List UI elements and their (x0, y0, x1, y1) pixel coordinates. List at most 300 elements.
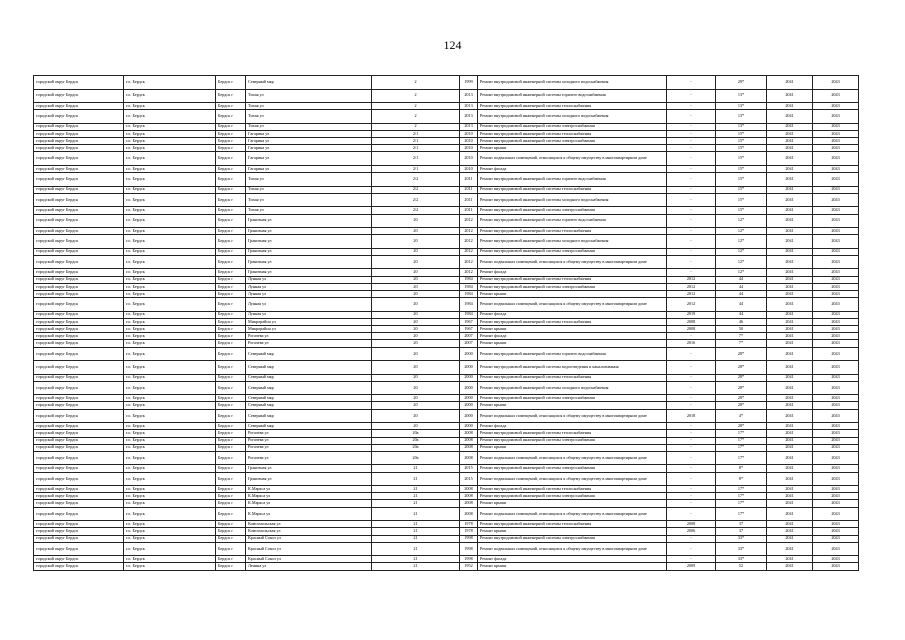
last-repair-year-cell: - (667, 110, 716, 124)
house-number-cell: 20 (372, 248, 460, 255)
municipality-cell: городской округ Бердск (34, 193, 124, 207)
settlement-cell: г.о. Бердск (124, 347, 216, 361)
locality-cell: Бердск г (216, 528, 246, 535)
street-cell: К.Маркса ул (246, 493, 372, 500)
period-start-cell: 2041 (767, 186, 813, 193)
period-end-cell: 2043 (813, 326, 859, 333)
municipality-cell: городской округ Бердск (34, 542, 124, 556)
house-number-cell: 21 (372, 486, 460, 493)
locality-cell: Бердск г (216, 145, 246, 152)
period-start-cell: 2041 (767, 228, 813, 235)
period-end-cell: 2043 (813, 283, 859, 290)
locality-cell: Бердск г (216, 152, 246, 166)
table-row (34, 276, 859, 283)
settlement-cell: г.о. Бердск (124, 235, 216, 249)
house-number-cell: 20 (372, 340, 460, 347)
period-end-cell: 2043 (813, 437, 859, 444)
wear-cell: 44 (716, 276, 767, 283)
locality-cell: Бердск г (216, 437, 246, 444)
table-row (34, 409, 859, 423)
period-end-cell: 2043 (813, 486, 859, 493)
work-type-cell: Ремонт крыши (478, 528, 667, 535)
build-year-cell: 2012 (460, 228, 478, 235)
street-cell: Тихая ул (246, 207, 372, 214)
locality-cell: Бердск г (216, 542, 246, 556)
municipality-cell: городской округ Бердск (34, 186, 124, 193)
wear-cell: 13* (716, 110, 767, 124)
municipality-cell: городской округ Бердск (34, 89, 124, 103)
municipality-cell: городской округ Бердск (34, 290, 124, 297)
work-type-cell: Ремонт внутридомовой инженерной системы горячего водоснабжения (478, 173, 667, 187)
street-cell: Гагарина ул (246, 138, 372, 145)
period-end-cell: 2043 (813, 472, 859, 486)
street-cell: Тихая ул (246, 173, 372, 187)
settlement-cell: г.о. Бердск (124, 145, 216, 152)
settlement-cell: г.о. Бердск (124, 228, 216, 235)
street-cell: К.Маркса ул (246, 486, 372, 493)
last-repair-year-cell: - (667, 395, 716, 402)
last-repair-year-cell: 2008 (667, 326, 716, 333)
locality-cell: Бердск г (216, 298, 246, 312)
locality-cell: Бердск г (216, 409, 246, 423)
house-number-cell: 2/1 (372, 165, 460, 172)
period-start-cell: 2041 (767, 340, 813, 347)
municipality-cell: городской округ Бердск (34, 123, 124, 130)
last-repair-year-cell: - (667, 186, 716, 193)
work-type-cell: Ремонт подвальных помещений, относящихся к общему имуществу в многоквартирном доме (478, 409, 667, 423)
period-end-cell: 2043 (813, 89, 859, 103)
period-start-cell: 2041 (767, 347, 813, 361)
municipality-cell: городской округ Бердск (34, 486, 124, 493)
period-start-cell: 2041 (767, 138, 813, 145)
municipality-cell: городской округ Бердск (34, 214, 124, 228)
municipality-cell: городской округ Бердск (34, 528, 124, 535)
build-year-cell: 2010 (460, 165, 478, 172)
period-end-cell: 2043 (813, 563, 859, 570)
period-end-cell: 2043 (813, 430, 859, 437)
table-row (34, 76, 859, 90)
build-year-cell: 2000 (460, 361, 478, 375)
work-type-cell: Ремонт фасада (478, 311, 667, 318)
work-type-cell: Ремонт внутридомовой инженерной системы теплоснабжения (478, 374, 667, 381)
settlement-cell: г.о. Бердск (124, 451, 216, 465)
last-repair-year-cell: - (667, 444, 716, 451)
work-type-cell: Ремонт внутридомовой инженерной системы теплоснабжения (478, 318, 667, 325)
period-end-cell: 2043 (813, 110, 859, 124)
house-number-cell: 21 (372, 472, 460, 486)
period-end-cell: 2043 (813, 145, 859, 152)
street-cell: К.Маркса ул (246, 507, 372, 521)
build-year-cell: 1984 (460, 298, 478, 312)
municipality-cell: городской округ Бердск (34, 430, 124, 437)
work-type-cell: Ремонт крыши (478, 340, 667, 347)
wear-cell: 28* (716, 395, 767, 402)
period-end-cell: 2043 (813, 535, 859, 542)
house-number-cell: 2 (372, 89, 460, 103)
house-number-cell: 21 (372, 507, 460, 521)
wear-cell: 15* (716, 193, 767, 207)
street-cell: Гранитная ул (246, 214, 372, 228)
wear-cell: 15* (716, 130, 767, 137)
street-cell: Рогачева ул (246, 437, 372, 444)
wear-cell: 8* (716, 465, 767, 472)
street-cell: Тихая ул (246, 123, 372, 130)
last-repair-year-cell: - (667, 542, 716, 556)
settlement-cell: г.о. Бердск (124, 89, 216, 103)
period-end-cell: 2043 (813, 311, 859, 318)
work-type-cell: Ремонт внутридомовой инженерной системы холодного водоснабжения (478, 193, 667, 207)
locality-cell: Бердск г (216, 381, 246, 395)
street-cell: Лунная ул (246, 311, 372, 318)
municipality-cell: городской округ Бердск (34, 444, 124, 451)
period-end-cell: 2043 (813, 395, 859, 402)
table-row (34, 110, 859, 124)
settlement-cell: г.о. Бердск (124, 402, 216, 409)
house-number-cell: 2 (372, 76, 460, 90)
work-type-cell: Ремонт внутридомовой инженерной системы водоотведения и канализования (478, 361, 667, 375)
settlement-cell: г.о. Бердск (124, 193, 216, 207)
work-type-cell: Ремонт крыши (478, 402, 667, 409)
build-year-cell: 1967 (460, 318, 478, 325)
wear-cell: 12* (716, 214, 767, 228)
build-year-cell: 2000 (460, 395, 478, 402)
work-type-cell: Ремонт внутридомовой инженерной системы холодного водоснабжения (478, 76, 667, 90)
locality-cell: Бердск г (216, 402, 246, 409)
build-year-cell: 1952 (460, 563, 478, 570)
municipality-cell: городской округ Бердск (34, 535, 124, 542)
settlement-cell: г.о. Бердск (124, 173, 216, 187)
build-year-cell: 2015 (460, 472, 478, 486)
build-year-cell: 2013 (460, 110, 478, 124)
settlement-cell: г.о. Бердск (124, 444, 216, 451)
last-repair-year-cell: - (667, 402, 716, 409)
work-type-cell: Ремонт внутридомовой инженерной системы электроснабжения (478, 437, 667, 444)
period-end-cell: 2043 (813, 556, 859, 563)
wear-cell: 17* (716, 500, 767, 507)
wear-cell: 17* (716, 486, 767, 493)
table-row (34, 542, 859, 556)
locality-cell: Бердск г (216, 290, 246, 297)
street-cell: Северный мкр (246, 76, 372, 90)
last-repair-year-cell: - (667, 255, 716, 269)
locality-cell: Бердск г (216, 333, 246, 340)
work-type-cell: Ремонт подвальных помещений, относящихся к общему имуществу в многоквартирном доме (478, 451, 667, 465)
period-start-cell: 2041 (767, 311, 813, 318)
wear-cell: 17* (716, 437, 767, 444)
table-row (34, 207, 859, 214)
last-repair-year-cell: 2018 (667, 409, 716, 423)
period-end-cell: 2043 (813, 423, 859, 430)
settlement-cell: г.о. Бердск (124, 340, 216, 347)
period-start-cell: 2041 (767, 76, 813, 90)
table-row (34, 283, 859, 290)
house-number-cell: 20 (372, 333, 460, 340)
table-row (34, 152, 859, 166)
table-row (34, 214, 859, 228)
house-number-cell: 21 (372, 500, 460, 507)
locality-cell: Бердск г (216, 318, 246, 325)
wear-cell: 50 (716, 326, 767, 333)
build-year-cell: 2010 (460, 152, 478, 166)
work-type-cell: Ремонт крыши (478, 444, 667, 451)
wear-cell: 28* (716, 381, 767, 395)
locality-cell: Бердск г (216, 235, 246, 249)
period-start-cell: 2041 (767, 521, 813, 528)
street-cell: Гранитная ул (246, 248, 372, 255)
period-start-cell: 2041 (767, 326, 813, 333)
build-year-cell: 2010 (460, 138, 478, 145)
locality-cell: Бердск г (216, 123, 246, 130)
build-year-cell: 1984 (460, 311, 478, 318)
build-year-cell: 2012 (460, 255, 478, 269)
settlement-cell: г.о. Бердск (124, 333, 216, 340)
table-row (34, 89, 859, 103)
table-row (34, 340, 859, 347)
street-cell: Гранитная ул (246, 269, 372, 276)
period-start-cell: 2041 (767, 318, 813, 325)
work-type-cell: Ремонт крыши (478, 290, 667, 297)
locality-cell: Бердск г (216, 465, 246, 472)
build-year-cell: 1978 (460, 521, 478, 528)
build-year-cell: 2000 (460, 381, 478, 395)
table-row (34, 563, 859, 570)
house-number-cell: 21 (372, 556, 460, 563)
period-end-cell: 2043 (813, 465, 859, 472)
wear-cell: 15* (716, 186, 767, 193)
build-year-cell: 2007 (460, 333, 478, 340)
locality-cell: Бердск г (216, 89, 246, 103)
settlement-cell: г.о. Бердск (124, 76, 216, 90)
period-start-cell: 2041 (767, 235, 813, 249)
wear-cell: 28* (716, 347, 767, 361)
street-cell: Микрорайон ул (246, 326, 372, 333)
locality-cell: Бердск г (216, 500, 246, 507)
table-row (34, 130, 859, 137)
last-repair-year-cell: - (667, 451, 716, 465)
house-number-cell: 20 (372, 347, 460, 361)
last-repair-year-cell: - (667, 138, 716, 145)
house-number-cell: 2/1 (372, 152, 460, 166)
last-repair-year-cell: - (667, 347, 716, 361)
street-cell: Красный Сокол ул (246, 542, 372, 556)
municipality-cell: городской округ Бердск (34, 152, 124, 166)
table-row (34, 123, 859, 130)
settlement-cell: г.о. Бердск (124, 374, 216, 381)
build-year-cell: 2000 (460, 374, 478, 381)
page-number: 124 (443, 38, 462, 52)
table-row (34, 374, 859, 381)
municipality-cell: городской округ Бердск (34, 507, 124, 521)
last-repair-year-cell: 2012 (667, 283, 716, 290)
street-cell: Гранитная ул (246, 472, 372, 486)
period-start-cell: 2041 (767, 472, 813, 486)
build-year-cell: 2011 (460, 186, 478, 193)
period-start-cell: 2041 (767, 507, 813, 521)
street-cell: Тихая ул (246, 103, 372, 110)
work-type-cell: Ремонт подвальных помещений, относящихся к общему имуществу в многоквартирном доме (478, 152, 667, 166)
locality-cell: Бердск г (216, 248, 246, 255)
period-end-cell: 2043 (813, 76, 859, 90)
table-row (34, 430, 859, 437)
table-row (34, 381, 859, 395)
last-repair-year-cell: - (667, 556, 716, 563)
house-number-cell: 21 (372, 521, 460, 528)
period-start-cell: 2041 (767, 374, 813, 381)
work-type-cell: Ремонт крыши (478, 500, 667, 507)
work-type-cell: Ремонт подвальных помещений, относящихся к общему имуществу в многоквартирном доме (478, 255, 667, 269)
period-end-cell: 2043 (813, 130, 859, 137)
period-end-cell: 2043 (813, 103, 859, 110)
settlement-cell: г.о. Бердск (124, 326, 216, 333)
street-cell: Лунная ул (246, 298, 372, 312)
period-start-cell: 2041 (767, 333, 813, 340)
period-start-cell: 2041 (767, 563, 813, 570)
settlement-cell: г.о. Бердск (124, 138, 216, 145)
house-number-cell: 21 (372, 563, 460, 570)
street-cell: Микрорайон ул (246, 318, 372, 325)
table-row (34, 333, 859, 340)
build-year-cell: 1998 (460, 542, 478, 556)
period-end-cell: 2043 (813, 228, 859, 235)
wear-cell: 12* (716, 235, 767, 249)
house-number-cell: 20 (372, 361, 460, 375)
house-number-cell: 20 (372, 290, 460, 297)
wear-cell: 44 (716, 298, 767, 312)
house-number-cell: 20 (372, 235, 460, 249)
wear-cell: 44 (716, 311, 767, 318)
period-end-cell: 2043 (813, 269, 859, 276)
period-start-cell: 2041 (767, 123, 813, 130)
street-cell: Северный мкр (246, 361, 372, 375)
street-cell: Северный мкр (246, 423, 372, 430)
locality-cell: Бердск г (216, 430, 246, 437)
wear-cell: 15* (716, 145, 767, 152)
table-row (34, 423, 859, 430)
house-number-cell: 21 (372, 465, 460, 472)
house-number-cell: 20 (372, 318, 460, 325)
last-repair-year-cell: - (667, 123, 716, 130)
work-type-cell: Ремонт фасада (478, 333, 667, 340)
wear-cell: 15* (716, 165, 767, 172)
work-type-cell: Ремонт внутридомовой инженерной системы электроснабжения (478, 248, 667, 255)
table-row (34, 444, 859, 451)
build-year-cell: 1984 (460, 290, 478, 297)
build-year-cell: 2011 (460, 193, 478, 207)
locality-cell: Бердск г (216, 326, 246, 333)
last-repair-year-cell: - (667, 145, 716, 152)
period-start-cell: 2041 (767, 145, 813, 152)
house-number-cell: 2/2 (372, 193, 460, 207)
build-year-cell: 2012 (460, 248, 478, 255)
settlement-cell: г.о. Бердск (124, 290, 216, 297)
municipality-cell: городской округ Бердск (34, 311, 124, 318)
period-start-cell: 2041 (767, 248, 813, 255)
work-type-cell: Ремонт фасада (478, 165, 667, 172)
street-cell: Красный Сокол ул (246, 535, 372, 542)
last-repair-year-cell: - (667, 423, 716, 430)
street-cell: Тихая ул (246, 193, 372, 207)
work-type-cell: Ремонт внутридомовой инженерной системы холодного водоснабжения (478, 381, 667, 395)
period-start-cell: 2041 (767, 89, 813, 103)
locality-cell: Бердск г (216, 563, 246, 570)
municipality-cell: городской округ Бердск (34, 138, 124, 145)
table-row (34, 395, 859, 402)
work-type-cell: Ремонт внутридомовой инженерной системы электроснабжения (478, 535, 667, 542)
table-row (34, 255, 859, 269)
work-type-cell: Ремонт внутридомовой инженерной системы теплоснабжения (478, 276, 667, 283)
capital-repair-table (33, 75, 858, 571)
work-type-cell: Ремонт внутридомовой инженерной системы электроснабжения (478, 123, 667, 130)
house-number-cell: 20а (372, 430, 460, 437)
period-end-cell: 2043 (813, 186, 859, 193)
period-end-cell: 2043 (813, 290, 859, 297)
locality-cell: Бердск г (216, 110, 246, 124)
table-row (34, 318, 859, 325)
municipality-cell: городской округ Бердск (34, 255, 124, 269)
work-type-cell: Ремонт крыши (478, 145, 667, 152)
period-start-cell: 2041 (767, 269, 813, 276)
last-repair-year-cell: - (667, 152, 716, 166)
last-repair-year-cell: - (667, 103, 716, 110)
wear-cell: 28* (716, 423, 767, 430)
locality-cell: Бердск г (216, 165, 246, 172)
house-number-cell: 20 (372, 255, 460, 269)
street-cell: Гагарина ул (246, 165, 372, 172)
settlement-cell: г.о. Бердск (124, 381, 216, 395)
work-type-cell: Ремонт подвальных помещений, относящихся к общему имуществу в многоквартирном доме (478, 472, 667, 486)
municipality-cell: городской округ Бердск (34, 269, 124, 276)
last-repair-year-cell: - (667, 89, 716, 103)
period-start-cell: 2041 (767, 173, 813, 187)
period-end-cell: 2043 (813, 451, 859, 465)
locality-cell: Бердск г (216, 535, 246, 542)
period-end-cell: 2043 (813, 248, 859, 255)
municipality-cell: городской округ Бердск (34, 465, 124, 472)
table-row (34, 437, 859, 444)
house-number-cell: 20а (372, 437, 460, 444)
period-end-cell: 2043 (813, 255, 859, 269)
locality-cell: Бердск г (216, 130, 246, 137)
street-cell: Рогачева ул (246, 444, 372, 451)
last-repair-year-cell: - (667, 193, 716, 207)
build-year-cell: 2008 (460, 437, 478, 444)
municipality-cell: городской округ Бердск (34, 103, 124, 110)
locality-cell: Бердск г (216, 193, 246, 207)
wear-cell: 12* (716, 228, 767, 235)
street-cell: Красный Сокол ул (246, 556, 372, 563)
street-cell: Северный мкр (246, 409, 372, 423)
table-row (34, 326, 859, 333)
period-end-cell: 2043 (813, 347, 859, 361)
settlement-cell: г.о. Бердск (124, 318, 216, 325)
wear-cell: 28* (716, 402, 767, 409)
table-body (34, 76, 859, 571)
last-repair-year-cell: - (667, 472, 716, 486)
work-type-cell: Ремонт фасада (478, 556, 667, 563)
municipality-cell: городской округ Бердск (34, 423, 124, 430)
locality-cell: Бердск г (216, 556, 246, 563)
period-start-cell: 2041 (767, 255, 813, 269)
period-end-cell: 2043 (813, 214, 859, 228)
work-type-cell: Ремонт фасада (478, 423, 667, 430)
settlement-cell: г.о. Бердск (124, 493, 216, 500)
house-number-cell: 2/1 (372, 130, 460, 137)
municipality-cell: городской округ Бердск (34, 145, 124, 152)
settlement-cell: г.о. Бердск (124, 283, 216, 290)
table-row (34, 269, 859, 276)
period-start-cell: 2041 (767, 451, 813, 465)
municipality-cell: городской округ Бердск (34, 472, 124, 486)
